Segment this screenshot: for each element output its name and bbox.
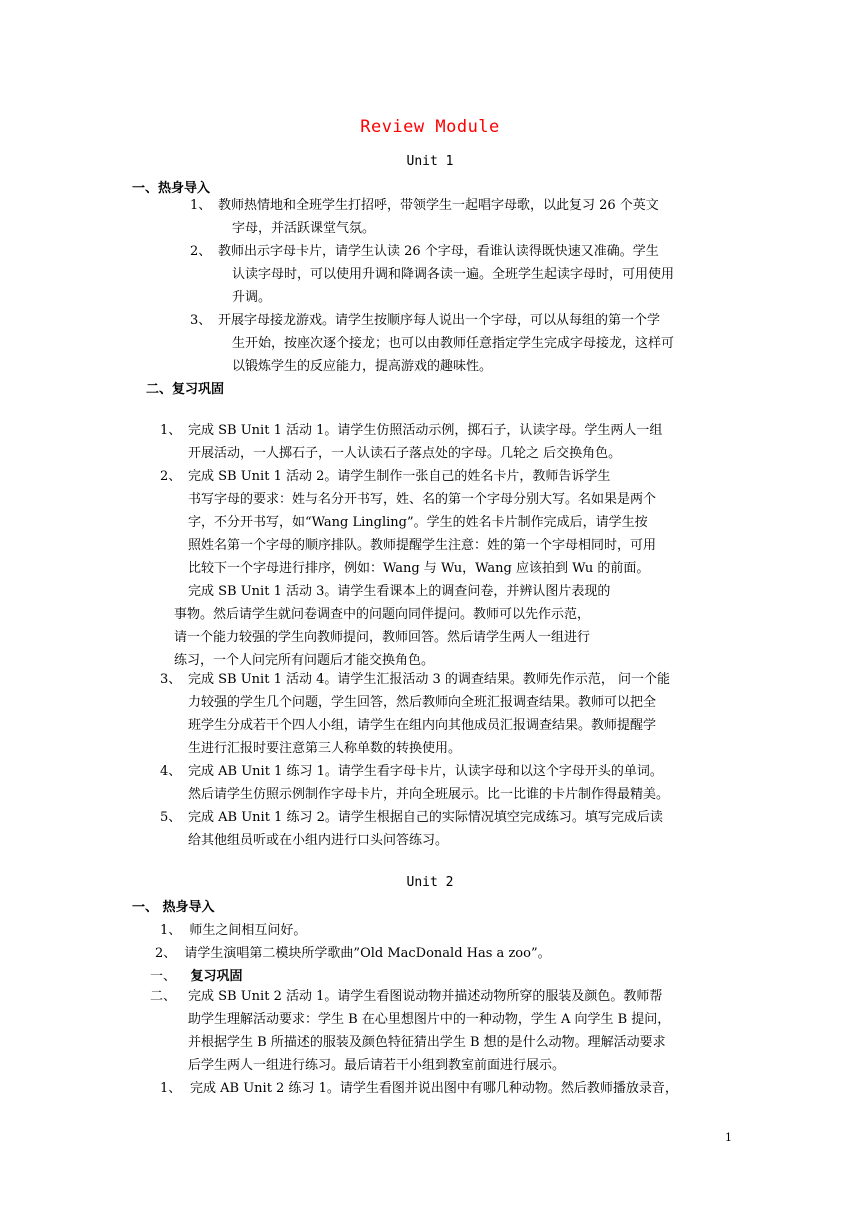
item-line: 并根据学生 B 所描述的服装及颜色特征猜出学生 B 想的是什么动物。理解活动要求 — [188, 1035, 666, 1050]
item-line: 开展活动，一人掷石子，一人认读石子落点处的字母。几轮之 后交换角色。 — [188, 446, 622, 461]
unit-1-review-heading: 二、复习巩固 — [146, 382, 225, 397]
item-number: 4、 — [160, 764, 182, 779]
item-line: 生开始，按座次逐个接龙；也可以由教师任意指定学生完成字母接龙，这样可 — [232, 336, 675, 351]
item-line: 完成 AB Unit 1 练习 1。请学生看字母卡片，认读字母和以这个字母开头的单词。 — [188, 764, 663, 779]
item-line: 完成 SB Unit 1 活动 4。请学生汇报活动 3 的调查结果。教师先作示范， 问一个能 — [188, 672, 671, 687]
item-number: 2、 — [190, 244, 212, 259]
section-title: 复习巩固 — [190, 969, 243, 984]
item-number: 2、 — [155, 946, 177, 961]
item-line: 升调。 — [232, 290, 272, 305]
item-number: 1、 — [160, 423, 182, 438]
item-line: 以锻炼学生的反应能力，提高游戏的趣味性。 — [232, 359, 493, 374]
activity-3-line: 事物。然后请学生就问卷调查中的问题向同伴提问。教师可以先作示范， — [174, 607, 591, 622]
unit-2-review-heading — [150, 965, 243, 984]
item-line: 完成 SB Unit 1 活动 2。请学生制作一张自己的姓名卡片，教师告诉学生 — [188, 469, 611, 484]
item-line: 教师热情地和全班学生打招呼，带领学生一起唱字母歌，以此复习 26 个英文 — [218, 198, 659, 213]
item-line: 后学生两人一组进行练习。最后请若干小组到教室前面进行展示。 — [188, 1058, 566, 1073]
item-line: 请学生演唱第二模块所学歌曲”Old MacDonald Has a zoo”。 — [184, 946, 551, 961]
document-title: Review Module — [360, 117, 500, 137]
item-line: 比较下一个字母进行排序，例如：Wang 与 Wu，Wang 应该拍到 Wu 的前面。 — [188, 561, 650, 576]
item-number: 1、 — [160, 1081, 182, 1096]
unit-2-warmup-heading: 一、 热身导入 — [132, 900, 215, 915]
unit-1-warmup-heading: 一、热身导入 — [132, 181, 211, 196]
unit-1-heading: Unit 1 — [406, 154, 454, 169]
item-line: 开展字母接龙游戏。请学生按顺序每人说出一个字母，可以从每组的第一个学 — [218, 313, 661, 328]
activity-3-line: 练习，一个人问完所有问题后才能交换角色。 — [174, 653, 435, 668]
activity-3-line: 请一个能力较强的学生向教师提问，教师回答。然后请学生两人一组进行 — [174, 630, 591, 645]
item-line: 教师出示字母卡片，请学生认读 26 个字母，看谁认读得既快速又准确。学生 — [218, 244, 659, 259]
item-number: 2、 — [160, 469, 182, 484]
item-line: 书写字母的要求：姓与名分开书写，姓、名的第一个字母分别大写。名如果是两个 — [188, 492, 657, 507]
item-number: 二、 — [150, 989, 177, 1004]
item-line: 认读字母时，可以使用升调和降调各读一遍。全班学生起读字母时，可用使用 — [232, 267, 675, 282]
section-number: 一、 — [150, 969, 177, 984]
unit-2-warmup-item-1 — [160, 919, 306, 938]
item-line: 完成 AB Unit 1 练习 2。请学生根据自己的实际情况填空完成练习。填写完成后读 — [188, 810, 663, 825]
page-number: 1 — [725, 1131, 732, 1144]
item-number: 3、 — [190, 313, 212, 328]
item-line: 字，不分开书写，如“Wang Lingling”。学生的姓名卡片制作完成后，请学生按 — [188, 515, 648, 530]
item-number: 1、 — [160, 923, 182, 938]
item-line: 力较强的学生几个问题，学生回答，然后教师向全班汇报调查结果。教师可以把全 — [188, 695, 657, 710]
item-line: 完成 SB Unit 2 活动 1。请学生看图说动物并描述动物所穿的服装及颜色。教师帮 — [188, 989, 663, 1004]
item-line: 助学生理解活动要求：学生 B 在心里想图片中的一种动物，学生 A 向学生 B 提问， — [188, 1012, 671, 1027]
unit-2-warmup-item-2 — [155, 942, 551, 961]
item-line: 生进行汇报时要注意第三人称单数的转换使用。 — [188, 741, 462, 756]
item-line: 给其他组员听或在小组内进行口头问答练习。 — [188, 833, 449, 848]
activity-3-line: 完成 SB Unit 1 活动 3。请学生看课本上的调查问卷，并辨认图片表现的 — [188, 584, 611, 599]
item-number: 5、 — [160, 810, 182, 825]
item-line: 然后请学生仿照示例制作字母卡片，并向全班展示。比一比谁的卡片制作得最精美。 — [188, 787, 670, 802]
item-line: 照姓名第一个字母的顺序排队。教师提醒学生注意：姓的第一个字母相同时，可用 — [188, 538, 657, 553]
item-number: 3、 — [160, 672, 182, 687]
item-line: 师生之间相互问好。 — [189, 923, 307, 938]
item-line: 字母，并活跃课堂气氛。 — [232, 221, 376, 236]
unit-2-heading: Unit 2 — [406, 875, 454, 890]
item-line: 完成 SB Unit 1 活动 1。请学生仿照活动示例，掷石子，认读字母。学生两人一组 — [188, 423, 663, 438]
item-number: 1、 — [190, 198, 212, 213]
item-line: 完成 AB Unit 2 练习 1。请学生看图并说出图中有哪几种动物。然后教师播放录音， — [190, 1081, 678, 1096]
item-line: 班学生分成若干个四人小组，请学生在组内向其他成员汇报调查结果。教师提醒学 — [188, 718, 657, 733]
